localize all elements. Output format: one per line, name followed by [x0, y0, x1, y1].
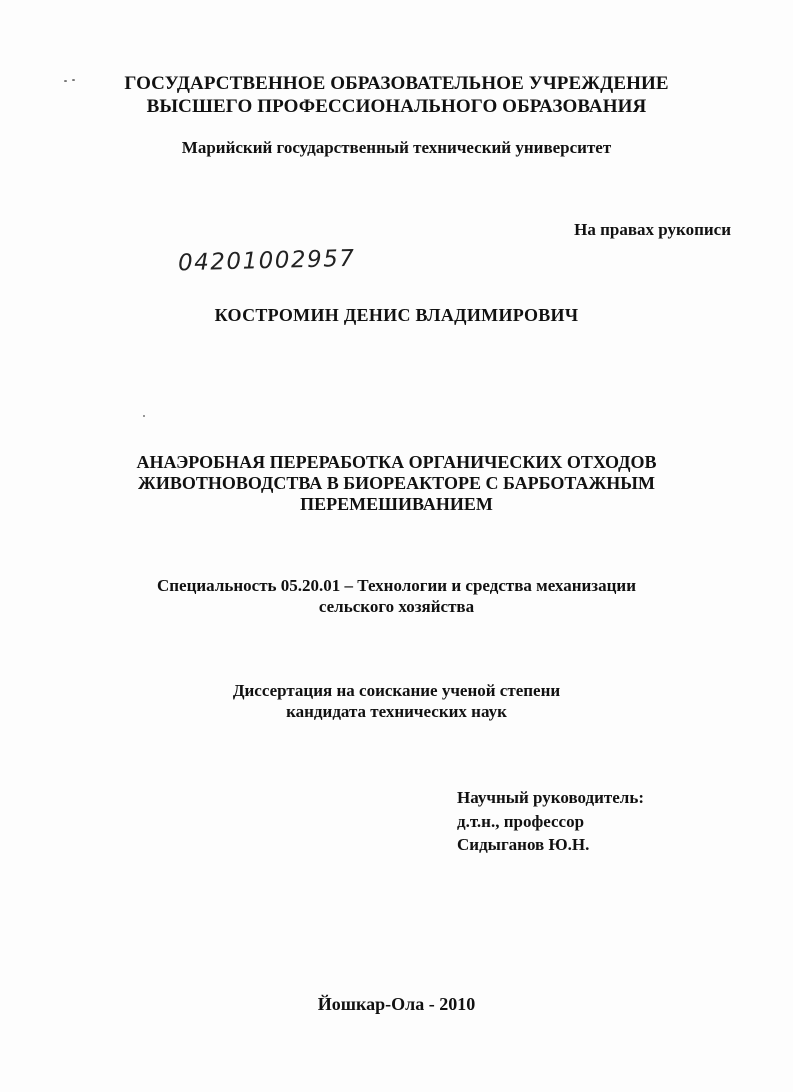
specialty-line-1: Специальность 05.20.01 – Технологии и средства механизации [156, 576, 637, 595]
thesis-title-line-1: АНАЭРОБНАЯ ПЕРЕРАБОТКА ОРГАНИЧЕСКИХ ОТХОДОВ [136, 452, 657, 472]
dissertation-line-2: кандидата технических наук [286, 702, 507, 721]
supervisor-degree: д.т.н., профессор [457, 811, 585, 831]
university-name: Марийский государственный технический университет [181, 138, 612, 157]
dissertation-line-1: Диссертация на соискание ученой степени [232, 681, 561, 700]
supervisor-label: Научный руководитель: [457, 788, 644, 807]
rights-note: На правах рукописи [574, 220, 731, 239]
supervisor-block [457, 786, 644, 857]
handwritten-registration-number: 04201002957 [177, 245, 356, 277]
supervisor-name: Сидыганов Ю.Н. [457, 835, 590, 854]
institution-line-2: ВЫСШЕГО ПРОФЕССИОНАЛЬНОГО ОБРАЗОВАНИЯ [146, 96, 647, 117]
city-year: Йошкар-Ола - 2010 [317, 994, 476, 1014]
author-name: КОСТРОМИН ДЕНИС ВЛАДИМИРОВИЧ [214, 305, 579, 325]
specialty-line-2: сельского хозяйства [318, 597, 475, 616]
thesis-title-line-3: ПЕРЕМЕШИВАНИЕМ [300, 494, 493, 514]
scan-speck [143, 415, 145, 417]
institution-line-1: ГОСУДАРСТВЕННОЕ ОБРАЗОВАТЕЛЬНОЕ УЧРЕЖДЕНИЕ [124, 73, 669, 94]
thesis-title-line-2: ЖИВОТНОВОДСТВА В БИОРЕАКТОРЕ С БАРБОТАЖНЫМ [138, 473, 655, 493]
